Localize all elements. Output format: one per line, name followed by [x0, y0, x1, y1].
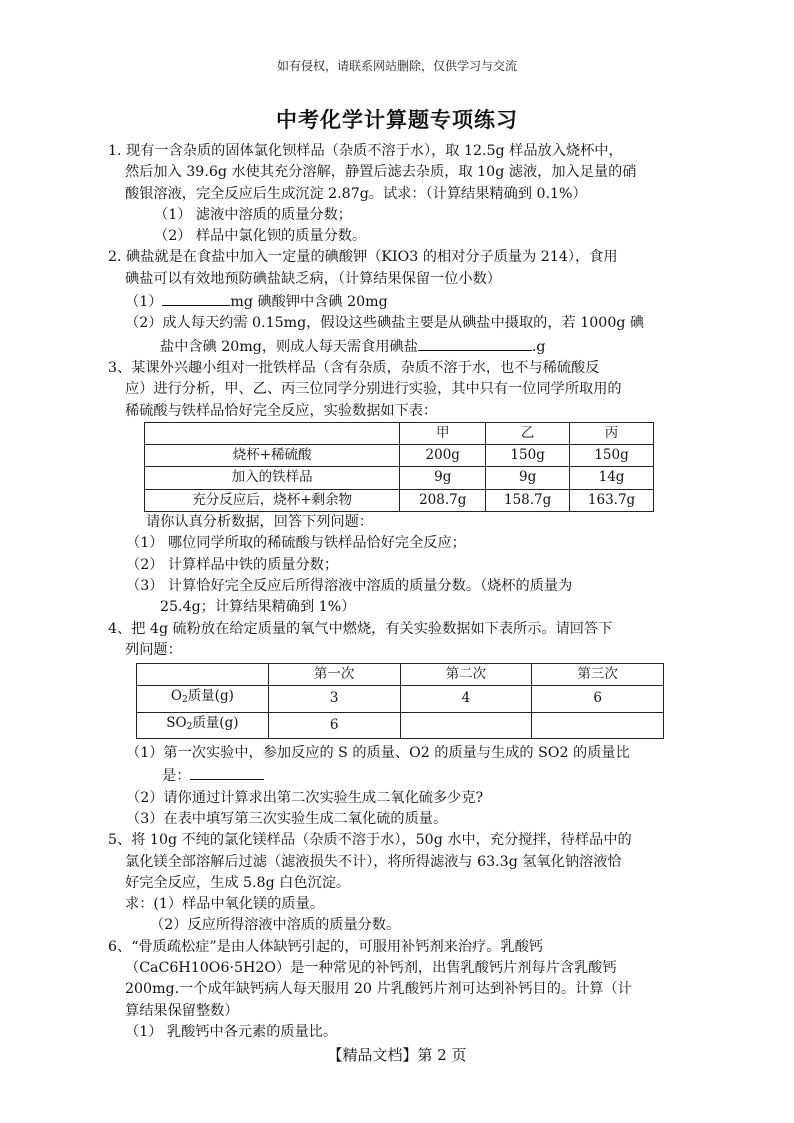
table-cell: 第三次 [532, 664, 664, 686]
so2-label-unit: 质量(g) [192, 714, 239, 731]
q3-sub-1: （1） 哪位同学所取的稀硫酸与铁样品恰好完全反应； [126, 535, 466, 552]
table-cell: 158.7g [486, 489, 570, 511]
q2-sub-2: （2）成人每天约需 0.15mg，假设这些碘盐主要是从碘盐中摄取的，若 1000g 碘 [125, 315, 645, 332]
q5-line-2: 氯化镁全部溶解后过滤（滤液损失不计），将所得滤液与 63.3g 氢氧化钠溶液恰 [125, 853, 622, 870]
q5-line-3: 好完全反应，生成 5.8g 白色沉淀。 [125, 874, 351, 891]
table-header-row [137, 664, 664, 686]
q6-line-3: 200mg.一个成年缺钙病人每天服用 20 片乳酸钙片剂可达到补钙目的。计算（计 [125, 981, 632, 998]
q3-sub-3: （3） 计算恰好完全反应后所得溶液中溶质的质量分数。（烧杯的质量为 [126, 577, 573, 594]
q4-sub-1: （1）第一次实验中，参加反应的 S 的质量、O2 的质量与生成的 SO2 的质量比 [126, 745, 630, 762]
table-row [137, 686, 664, 712]
table-cell: 充分反应后，烧杯+剩余物 [145, 489, 400, 511]
q6-line-1: 6、“骨质疏松症”是由人体缺钙引起的，可服用补钙剂来治疗。乳酸钙 [108, 938, 543, 955]
q4-line-1: 4、把 4g 硫粉放在给定质量的氧气中燃烧，有关实验数据如下表所示。请回答下 [108, 620, 613, 637]
table-cell [137, 686, 269, 712]
table-cell: 163.7g [570, 489, 654, 511]
table-cell: 4 [400, 686, 532, 712]
table-cell[interactable] [532, 712, 664, 738]
q2-line-2: 碘盐可以有效地预防碘盐缺乏病，（计算结果保留一位小数） [125, 270, 501, 287]
q2-sub-2-cont [108, 335, 688, 358]
table-cell: 乙 [486, 422, 570, 444]
q4-sub-1-cont [108, 764, 688, 787]
q6-line-4: 算结果保留整数） [125, 1002, 239, 1019]
q3-instruction: 请你认真分析数据，回答下列问题： [146, 514, 374, 531]
q1-line-3: 酸银溶液，完全反应后生成沉淀 2.87g。试求：（计算结果精确到 0.1%） [125, 185, 587, 202]
table-cell: 150g [486, 445, 570, 467]
q1-sub-2: （2） 样品中氯化钡的质量分数。 [154, 228, 367, 245]
page-title: 中考化学计算题专项练习 [276, 107, 518, 132]
q2-sub-1-prefix: （1） [125, 294, 163, 311]
o2-label: O [170, 688, 182, 705]
table-cell: 烧杯+稀硫酸 [145, 445, 400, 467]
table-row [145, 445, 654, 467]
table-cell [137, 712, 269, 738]
q3-sub-2: （2） 计算样品中铁的质量分数； [126, 556, 339, 573]
q5-line-1: 5、将 10g 不纯的氯化镁样品（杂质不溶于水），50g 水中，充分搅拌，待样品中的 [108, 832, 632, 849]
table-cell: 208.7g [400, 489, 486, 511]
q4-sub-1-text: 是： [162, 768, 191, 785]
table-cell [137, 664, 269, 686]
q1-line-1: 1. 现有一含杂质的固体氯化钡样品（杂质不溶于水），取 12.5g 样品放入烧杯中， [108, 143, 623, 159]
o2-subscript: 2 [181, 695, 188, 706]
table-cell: 200g [400, 445, 486, 467]
document-body [108, 141, 688, 1043]
iron-sample-table [144, 422, 654, 512]
q2-line-1: 2. 碘盐就是在食盐中加入一定量的碘酸钾（KIO3 的相对分子质量为 214），食用 [108, 249, 618, 266]
q4-sub-2: （2）请你通过计算求出第二次实验生成二氧化硫多少克? [126, 789, 484, 806]
q1-sub-1: （1） 滤液中溶质的质量分数； [154, 206, 352, 223]
table-cell: 9g [486, 467, 570, 489]
sulfur-combustion-table [136, 663, 664, 739]
table-cell: 3 [268, 686, 400, 712]
q2-sub-1 [108, 290, 688, 313]
table-cell: 6 [268, 712, 400, 738]
table-cell: 甲 [400, 422, 486, 444]
q6-sub-1: （1） 乳酸钙中各元素的质量比。 [125, 1023, 338, 1040]
table-cell: 9g [400, 467, 486, 489]
q5-sub-2: （2）反应所得溶液中溶质的质量分数。 [150, 917, 401, 934]
q6-line-2: （CaC6H10O6·5H2O）是一种常见的补钙剂，出售乳酸钙片剂每片含乳酸钙 [125, 959, 617, 976]
q5-sub-1: 求：(1）样品中氧化镁的质量。 [125, 896, 325, 913]
table-cell: 第二次 [400, 664, 532, 686]
table-row [145, 489, 654, 511]
table-header-row [145, 422, 654, 444]
table-row [145, 467, 654, 489]
table-cell: 14g [570, 467, 654, 489]
header-note: 如有侵权，请联系网站删除，仅供学习与交流 [276, 59, 517, 73]
o2-label-unit: 质量(g) [187, 688, 234, 705]
q3-sub-3-cont: 25.4g；计算结果精确到 1%） [160, 599, 356, 616]
answer-blank[interactable] [418, 335, 532, 351]
q4-sub-3: （3）在表中填写第三次实验生成二氧化硫的质量。 [126, 810, 448, 827]
table-cell: 加入的铁样品 [145, 467, 400, 489]
table-cell: 丙 [570, 422, 654, 444]
table-cell: 6 [532, 686, 664, 712]
so2-label: SO [166, 714, 187, 731]
table-row [137, 712, 664, 738]
q1-line-2: 然后加入 39.6g 水使其充分溶解，静置后滤去杂质，取 10g 滤液，加入足量的硝 [125, 164, 637, 181]
q2-sub-2-text: 盐中含碘 20mg，则成人每天需食用碘盐 [160, 338, 418, 355]
q2-sub-1-text: mg 碘酸钾中含碘 20mg [230, 294, 388, 311]
q3-line-2: 应）进行分析，甲、乙、丙三位同学分别进行实验，其中只有一位同学所取用的 [125, 381, 622, 398]
q4-line-2: 列问题： [125, 641, 182, 658]
answer-blank[interactable] [162, 290, 230, 306]
q3-line-3: 稀硫酸与铁样品恰好完全反应，实验数据如下表： [125, 402, 438, 419]
page-footer: 【精品文档】第 2 页 [327, 1046, 467, 1064]
q2-sub-2-unit: .g [531, 338, 546, 355]
answer-blank[interactable] [190, 764, 264, 780]
table-cell[interactable] [400, 712, 532, 738]
q3-line-1: 3、某课外兴趣小组对一批铁样品（含有杂质，杂质不溶于水，也不与稀硫酸反 [108, 359, 600, 376]
table-cell [145, 422, 400, 444]
table-cell: 第一次 [268, 664, 400, 686]
table-cell: 150g [570, 445, 654, 467]
so2-subscript: 2 [186, 721, 193, 732]
